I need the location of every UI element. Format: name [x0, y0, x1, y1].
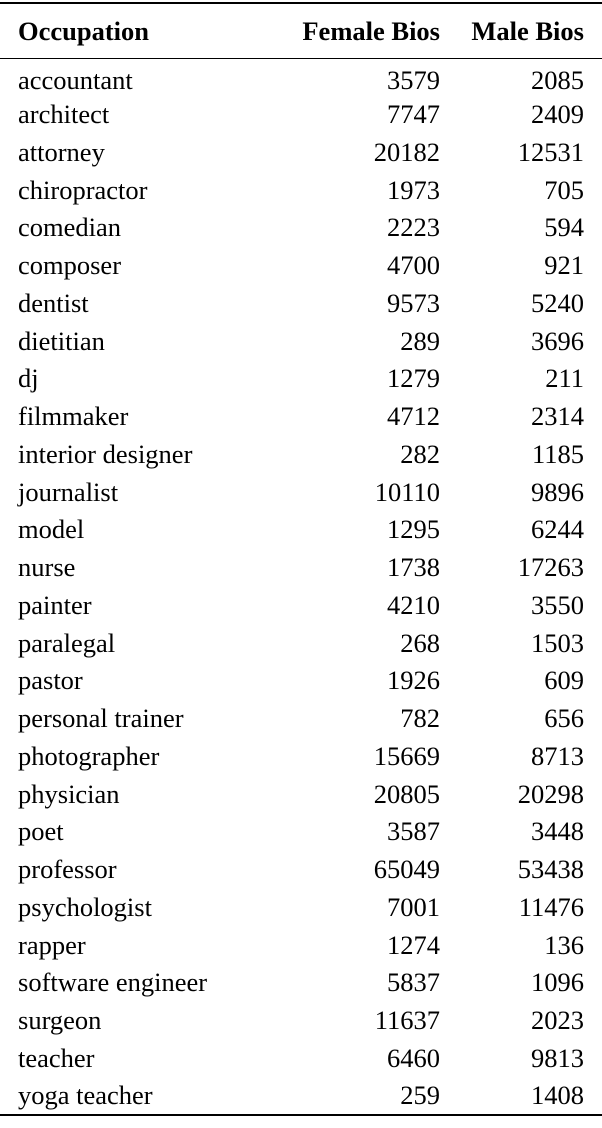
table-row: [0, 889, 602, 927]
cell-male-bios: 20298: [517, 778, 584, 809]
cell-occupation: photographer: [18, 740, 160, 771]
cell-female-bios: 4210: [387, 589, 440, 620]
table-row: [0, 58, 602, 96]
cell-occupation: attorney: [18, 136, 105, 167]
cell-male-bios: 921: [544, 250, 584, 281]
cell-male-bios: 11476: [518, 891, 584, 922]
table-row: [0, 96, 602, 134]
cell-male-bios: 17263: [517, 552, 584, 583]
cell-male-bios: 5240: [531, 287, 584, 318]
cell-female-bios: 289: [400, 325, 440, 356]
cell-male-bios: 594: [544, 212, 584, 243]
table-row: [0, 322, 602, 360]
cell-female-bios: 20805: [373, 778, 440, 809]
cell-male-bios: 9813: [531, 1042, 584, 1073]
cell-male-bios: 3550: [531, 589, 584, 620]
cell-male-bios: 9896: [531, 476, 584, 507]
table-row: [0, 738, 602, 776]
cell-occupation: journalist: [18, 476, 119, 507]
cell-female-bios: 3579: [387, 64, 440, 95]
table-row: [0, 624, 602, 662]
cell-male-bios: 1185: [531, 438, 584, 469]
cell-male-bios: 6244: [531, 514, 584, 545]
cell-male-bios: 211: [545, 363, 584, 394]
table-row: [0, 473, 602, 511]
cell-female-bios: 9573: [387, 287, 440, 318]
cell-male-bios: 2314: [531, 401, 584, 432]
cell-male-bios: 8713: [531, 740, 584, 771]
cell-male-bios: 2023: [531, 1005, 584, 1036]
cell-female-bios: 3587: [387, 816, 440, 847]
table-row: [0, 775, 602, 813]
cell-occupation: yoga teacher: [18, 1080, 153, 1111]
cell-female-bios: 268: [400, 627, 440, 658]
cell-occupation: dj: [18, 363, 39, 394]
cell-occupation: teacher: [18, 1042, 95, 1073]
cell-female-bios: 7001: [387, 891, 440, 922]
table-row: [0, 851, 602, 889]
cell-occupation: personal trainer: [18, 703, 184, 734]
cell-female-bios: 2223: [387, 212, 440, 243]
cell-male-bios: 12531: [517, 136, 584, 167]
cell-occupation: interior designer: [18, 438, 193, 469]
cell-male-bios: 656: [544, 703, 584, 734]
cell-male-bios: 136: [544, 929, 584, 960]
header-row: [0, 3, 602, 58]
table-row: [0, 926, 602, 964]
table-header: [0, 3, 602, 58]
cell-occupation: filmmaker: [18, 401, 129, 432]
header-male-bios: Male Bios: [471, 16, 584, 47]
table-row: [0, 700, 602, 738]
cell-female-bios: 259: [400, 1080, 440, 1111]
header-female-bios: Female Bios: [302, 16, 440, 47]
cell-occupation: psychologist: [18, 891, 152, 922]
cell-male-bios: 3696: [531, 325, 584, 356]
cell-male-bios: 609: [544, 665, 584, 696]
cell-female-bios: 1274: [387, 929, 440, 960]
cell-occupation: software engineer: [18, 967, 208, 998]
table-row: [0, 134, 602, 172]
cell-female-bios: 7747: [387, 99, 440, 130]
cell-female-bios: 20182: [373, 136, 440, 167]
cell-male-bios: 1503: [531, 627, 584, 658]
table-row: [0, 285, 602, 323]
cell-occupation: pastor: [18, 665, 83, 696]
cell-occupation: surgeon: [18, 1005, 102, 1036]
table-row: [0, 398, 602, 436]
cell-occupation: comedian: [18, 212, 122, 243]
table-row: [0, 209, 602, 247]
table-row: [0, 247, 602, 285]
cell-occupation: physician: [18, 778, 120, 809]
cell-male-bios: 1096: [531, 967, 584, 998]
cell-occupation: paralegal: [18, 627, 116, 658]
table-row: [0, 1002, 602, 1040]
cell-female-bios: 6460: [387, 1042, 440, 1073]
cell-female-bios: 4712: [387, 401, 440, 432]
cell-occupation: painter: [18, 589, 92, 620]
table-row: [0, 360, 602, 398]
cell-female-bios: 15669: [373, 740, 440, 771]
cell-male-bios: 3448: [531, 816, 584, 847]
cell-female-bios: 1279: [387, 363, 440, 394]
cell-female-bios: 1738: [387, 552, 440, 583]
cell-female-bios: 5837: [387, 967, 440, 998]
table-row: [0, 1040, 602, 1078]
cell-female-bios: 1295: [387, 514, 440, 545]
cell-female-bios: 10110: [374, 476, 440, 507]
cell-occupation: chiropractor: [18, 174, 148, 205]
cell-occupation: rapper: [18, 929, 86, 960]
cell-female-bios: 282: [400, 438, 440, 469]
cell-male-bios: 1408: [531, 1080, 584, 1111]
cell-occupation: architect: [18, 99, 110, 130]
table-body: [0, 58, 602, 1115]
cell-occupation: accountant: [18, 64, 133, 95]
cell-occupation: dentist: [18, 287, 89, 318]
cell-occupation: nurse: [18, 552, 76, 583]
table-row: [0, 549, 602, 587]
table-row: [0, 436, 602, 474]
header-occupation: Occupation: [18, 16, 150, 47]
table-row: [0, 511, 602, 549]
table-row: [0, 662, 602, 700]
occupation-bios-table: [0, 2, 602, 1116]
cell-male-bios: 2409: [531, 99, 584, 130]
cell-female-bios: 1926: [387, 665, 440, 696]
cell-female-bios: 4700: [387, 250, 440, 281]
table-row: [0, 171, 602, 209]
cell-male-bios: 53438: [517, 854, 584, 885]
cell-female-bios: 1973: [387, 174, 440, 205]
cell-occupation: composer: [18, 250, 122, 281]
cell-male-bios: 705: [544, 174, 584, 205]
cell-female-bios: 65049: [373, 854, 440, 885]
cell-female-bios: 782: [400, 703, 440, 734]
table-row: [0, 813, 602, 851]
table-row: [0, 964, 602, 1002]
cell-occupation: poet: [18, 816, 64, 847]
cell-male-bios: 2085: [531, 64, 584, 95]
cell-occupation: model: [18, 514, 85, 545]
cell-female-bios: 11637: [374, 1005, 440, 1036]
table-row: [0, 1077, 602, 1115]
cell-occupation: dietitian: [18, 325, 105, 356]
cell-occupation: professor: [18, 854, 117, 885]
table-row: [0, 587, 602, 625]
